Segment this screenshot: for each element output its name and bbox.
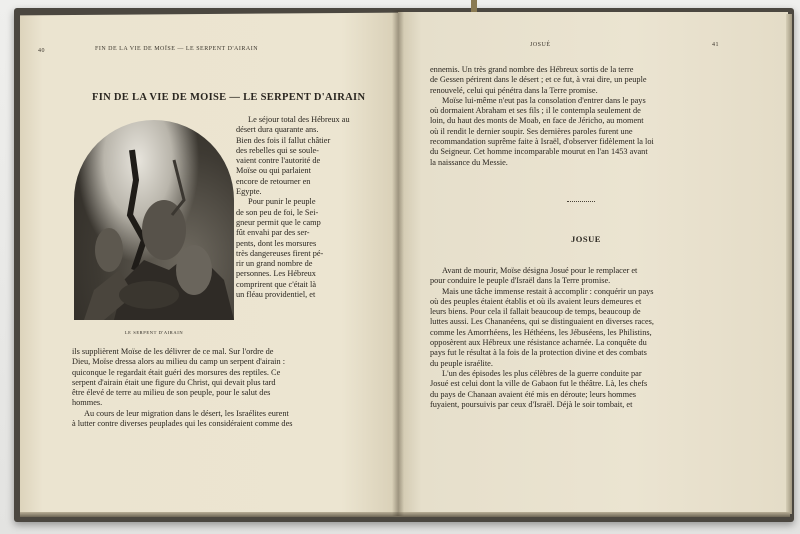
text-line: fût envahi par des ser- — [236, 228, 310, 238]
text-line: comprirent que c'était là — [236, 279, 317, 289]
text-line: serpent d'airain était une figure du Christ, qui devait plus tard — [72, 377, 276, 387]
engraving-figures — [74, 120, 234, 320]
right-running-head: JOSUÉ — [530, 42, 551, 48]
text-line: de son peu de foi, le Sei- — [236, 207, 319, 217]
text-line: de Gessen périrent dans le désert ; et ce fut, à vrai dire, un peuple — [430, 75, 647, 85]
text-line: du peuple israélite. — [430, 358, 493, 368]
text-line: où des peuples étaient établis et où ils avaient leurs demeures et — [430, 296, 642, 306]
text-line: quiconque le regardait était guéri des morsures des reptiles. Ce — [72, 367, 281, 377]
text-line: Moïse ou qui parlaient — [236, 166, 311, 176]
section-title: JOSUE — [571, 234, 601, 244]
section-ornament — [567, 201, 595, 204]
text-line: L'un des épisodes les plus célèbres de la guerre conduite par — [442, 368, 642, 378]
left-wrapped-text — [236, 115, 362, 300]
text-line: renouvelé, celui qui pénétra dans la Terre promise. — [430, 85, 598, 95]
text-line: où dormaient Abraham et ses fils ; il le contempla seulement de — [430, 106, 641, 116]
text-line: où il rendit le dernier soupir. Ses dernières paroles furent une — [430, 126, 633, 136]
right-page-number: 41 — [712, 42, 719, 48]
chapter-title: FIN DE LA VIE DE MOISE — LE SERPENT D'AIRAIN — [92, 92, 366, 103]
text-line: pents, dont les morsures — [236, 238, 317, 248]
illustration-caption: LE SERPENT D'AIRAIN — [124, 330, 184, 335]
engraving-illustration — [74, 120, 234, 320]
text-line: vaient contre l'autorité de — [236, 156, 321, 166]
text-line: Bien des fois il fallut châtier — [236, 135, 331, 145]
text-line: comme les Amorrhéens, les Héthéens, les Jébuséens, les Philistins, — [430, 327, 652, 337]
text-line: recommandation suprême faite à Israël, d'observer fidèlement la loi — [430, 137, 654, 147]
text-line: du pays de Chanaan avaient été mis en déroute; leurs hommes — [430, 389, 636, 399]
text-line: loin, du haut des monts de Moab, en face de Jéricho, au moment — [430, 116, 644, 126]
text-line: Moïse lui-même n'eut pas la consolation d'entrer dans le pays — [442, 95, 646, 105]
text-line: être élevé de terre au milieu de son peuple, pour le salut des — [72, 388, 271, 398]
text-line: Avant de mourir, Moïse désigna Josué pour le remplacer et — [442, 266, 638, 275]
text-line: Le séjour total des Hébreux au — [248, 115, 350, 124]
text-line: Pour punir le peuple — [248, 197, 316, 207]
page-stack-edge — [786, 14, 792, 514]
text-line: fuyaient, poursuivis par ceux d'Israël. Déjà le soir tombait, et — [430, 399, 633, 409]
text-line: rir un grand nombre de — [236, 259, 313, 269]
text-line: luttes aussi. Les Chananéens, qui se distinguaient en diverses races, — [430, 317, 654, 327]
text-line: Josué est celui dont la ville de Gabaon fut le théâtre. Là, les chefs — [430, 379, 648, 389]
text-line: Mais une tâche immense restait à accomplir : conquérir un pays — [442, 286, 654, 296]
text-line: désert dura quarante ans. — [236, 125, 319, 135]
text-line: Dieu, Moïse dressa alors au milieu du camp un serpent d'airain : — [72, 357, 286, 367]
text-line: à lutter contre diverses peuplades qui les considéraient comme des — [72, 419, 293, 429]
text-line: encore de retourner en — [236, 176, 311, 186]
text-line: pour conduire le peuple d'Israël dans la Terre promise. — [430, 276, 611, 286]
text-line: Egypte. — [236, 187, 262, 197]
text-line: pays fut le résultat à la fois de la protection divine et des combats — [430, 348, 647, 358]
book-gutter — [392, 10, 404, 516]
left-running-head: FIN DE LA VIE DE MOÏSE — LE SERPENT D'AIRAIN — [95, 46, 259, 52]
text-line: très dangereuses firent pé- — [236, 248, 324, 258]
text-line: ennemis. Un très grand nombre des Hébreux sortis de la terre — [430, 65, 634, 74]
right-top-text — [430, 65, 742, 168]
right-main-text — [430, 266, 742, 410]
text-line: opposèrent aux Hébreux une résistance acharnée. La conquête du — [430, 338, 647, 348]
text-line: Au cours de leur migration dans le désert, les Israélites eurent — [84, 408, 289, 418]
text-line: du Seigneur. Cet homme incomparable mourut en l'an 1453 avant — [430, 147, 648, 157]
text-line: leurs biens. Pour cela il fallait beaucoup de temps, beaucoup de — [430, 307, 641, 317]
text-line: la naissance du Messie. — [430, 157, 508, 167]
text-line: un fléau providentiel, et — [236, 290, 316, 300]
text-line: personnes. Les Hébreux — [236, 269, 316, 279]
book-bottom-edge — [20, 512, 790, 517]
text-line: gneur permit que le camp — [236, 217, 321, 227]
left-page-number: 40 — [38, 48, 45, 54]
left-full-text — [72, 347, 362, 429]
text-line: des rebelles qui se soule- — [236, 145, 319, 155]
text-line: hommes. — [72, 398, 103, 408]
text-line: ils supplièrent Moïse de les délivrer de ce mal. Sur l'ordre de — [72, 347, 274, 356]
